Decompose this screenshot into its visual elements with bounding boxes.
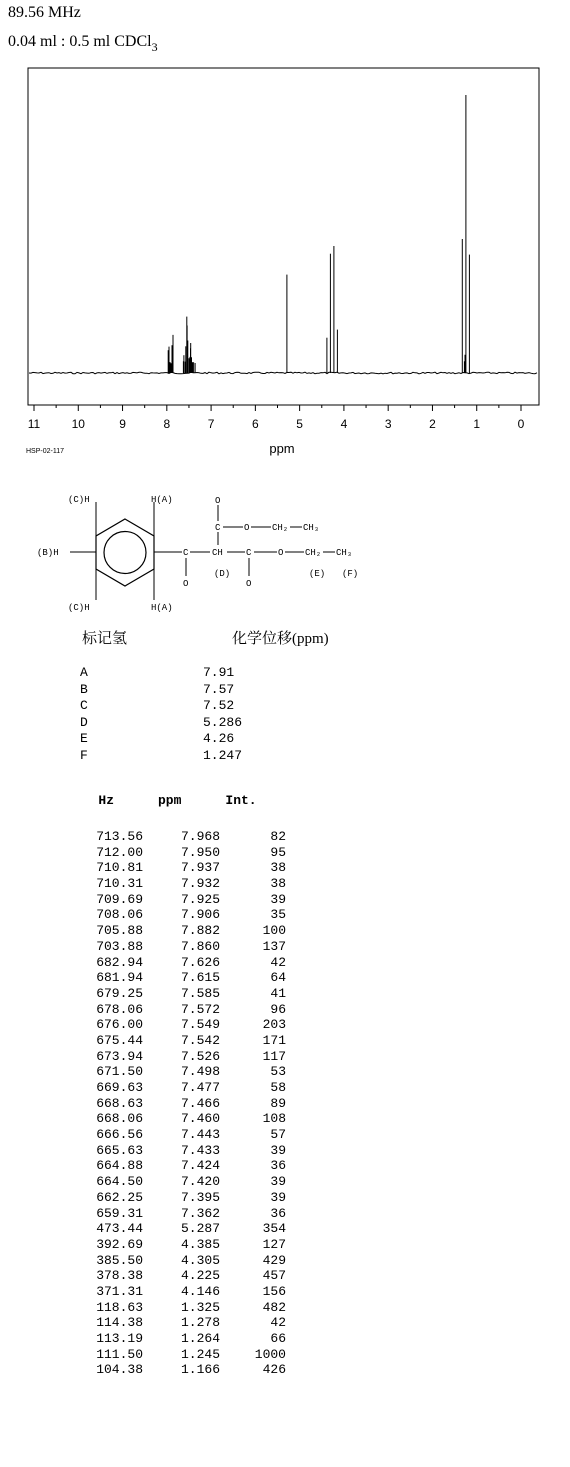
table-row — [80, 1284, 286, 1300]
cell-hz: 118.63 — [96, 1299, 143, 1315]
cell-ppm: 1.245 — [180, 1346, 220, 1362]
assignment-shift: 7.52 — [203, 698, 235, 714]
benzene-ring — [96, 519, 154, 586]
assignment-row — [80, 698, 242, 715]
cell-int: 53 — [270, 1064, 286, 1080]
cell-ppm: 7.882 — [180, 923, 220, 939]
cell-hz: 709.69 — [96, 891, 143, 907]
cell-ppm: 1.264 — [180, 1331, 220, 1346]
assignment-shift: 7.57 — [203, 681, 235, 697]
cell-int: 127 — [262, 1236, 286, 1252]
table-row — [80, 970, 286, 986]
table-row — [80, 845, 286, 861]
table-row — [80, 955, 286, 971]
table-row — [80, 986, 286, 1002]
table-row — [80, 1268, 286, 1284]
label-o-keto: O — [183, 579, 189, 589]
cell-hz: 673.94 — [96, 1048, 143, 1064]
peak-table — [80, 793, 286, 1378]
cell-hz: 371.31 — [96, 1283, 143, 1299]
cell-ppm: 7.615 — [180, 970, 220, 986]
cell-int: 39 — [270, 891, 286, 907]
x-tick-label: 2 — [429, 417, 436, 431]
cell-hz: 111.50 — [96, 1346, 143, 1362]
spectrum-code: HSP-02-117 — [26, 448, 65, 455]
assignment-shift: 7.91 — [203, 665, 235, 680]
x-tick-label: 4 — [340, 417, 348, 431]
assignment-row — [80, 665, 242, 682]
table-row — [80, 1190, 286, 1206]
cell-hz: 664.50 — [96, 1174, 143, 1190]
cell-ppm: 7.950 — [180, 844, 220, 860]
cell-ppm: 7.925 — [180, 891, 220, 907]
cell-int: 117 — [262, 1048, 286, 1064]
table-row — [80, 860, 286, 876]
cell-hz: 710.81 — [96, 860, 143, 876]
header-hz: Hz — [98, 793, 114, 808]
cell-int: 39 — [270, 1174, 286, 1190]
cell-ppm: 7.549 — [180, 1017, 220, 1033]
cell-ppm: 1.325 — [180, 1299, 220, 1315]
x-tick-label: 9 — [119, 417, 126, 431]
cell-ppm: 7.585 — [180, 985, 220, 1001]
x-tick-label: 0 — [517, 417, 525, 431]
label-c-ester2: C — [246, 548, 252, 558]
cell-int: 36 — [270, 1205, 286, 1221]
cell-ppm: 7.572 — [180, 1001, 220, 1017]
cell-int: 58 — [270, 1080, 286, 1095]
assignment-row — [80, 731, 242, 748]
x-axis-ticks — [28, 405, 525, 431]
table-row — [80, 1143, 286, 1159]
table-row — [80, 829, 286, 845]
label-ch3-1: CH₃ — [303, 523, 320, 533]
label-ch-top: (C)H — [68, 495, 90, 505]
assignment-shift: 1.247 — [203, 747, 243, 763]
label-o-ester1: O — [215, 496, 221, 506]
table-row — [80, 1362, 286, 1378]
cell-ppm: 7.477 — [180, 1080, 220, 1095]
sample-info — [8, 33, 158, 55]
label-ch: CH — [212, 548, 223, 558]
cell-int: 42 — [270, 954, 286, 970]
x-tick-label: 11 — [27, 417, 41, 431]
label-c-keto: C — [183, 548, 189, 558]
label-o-ester2: O — [246, 579, 252, 589]
cell-int: 1000 — [254, 1346, 286, 1362]
molecule-structure — [0, 480, 570, 620]
cell-hz: 713.56 — [96, 829, 143, 844]
x-tick-label: 6 — [252, 417, 259, 431]
cell-hz: 378.38 — [96, 1268, 143, 1284]
cell-hz: 712.00 — [96, 844, 143, 860]
spectrum-baseline — [29, 372, 537, 374]
cell-ppm: 7.443 — [180, 1127, 220, 1143]
table-row — [80, 876, 286, 892]
label-e: (E) — [309, 569, 326, 579]
label-f: (F) — [342, 569, 359, 579]
x-tick-label: 7 — [207, 417, 215, 431]
nmr-spectrum — [0, 60, 570, 460]
table-row — [80, 1064, 286, 1080]
cell-hz: 669.63 — [96, 1080, 143, 1095]
table-row — [80, 939, 286, 955]
table-row — [80, 1174, 286, 1190]
table-row — [80, 1237, 286, 1253]
cell-int: 354 — [262, 1221, 286, 1237]
table-row — [80, 1096, 286, 1112]
table-row — [80, 1331, 286, 1347]
sample-text: 0.04 ml : 0.5 ml CDCl — [8, 33, 152, 50]
cell-hz: 703.88 — [96, 938, 143, 954]
x-tick-label: 1 — [473, 417, 481, 431]
assignment-label: B — [80, 681, 88, 697]
cell-ppm: 4.305 — [180, 1252, 220, 1268]
cell-int: 156 — [262, 1283, 286, 1299]
table-row — [80, 1158, 286, 1174]
cell-int: 39 — [270, 1142, 286, 1158]
cell-int: 64 — [270, 970, 286, 986]
cell-int: 457 — [262, 1268, 286, 1284]
cell-hz: 113.19 — [96, 1331, 143, 1346]
cell-ppm: 7.460 — [180, 1111, 220, 1127]
cell-int: 41 — [270, 985, 286, 1001]
cell-hz: 678.06 — [96, 1001, 143, 1017]
cell-int: 426 — [262, 1362, 286, 1378]
aromatic-circle — [104, 532, 146, 574]
cell-hz: 385.50 — [96, 1252, 143, 1268]
cell-int: 35 — [270, 907, 286, 923]
table-row — [80, 1002, 286, 1018]
assignment-shift: 5.286 — [203, 714, 243, 730]
table-row — [80, 1127, 286, 1143]
cell-ppm: 7.433 — [180, 1142, 220, 1158]
cell-hz: 676.00 — [96, 1017, 143, 1033]
cell-ppm: 7.424 — [180, 1158, 220, 1174]
cell-ppm: 4.146 — [180, 1283, 220, 1299]
cell-hz: 682.94 — [96, 954, 143, 970]
cell-hz: 114.38 — [96, 1315, 143, 1331]
sample-subscript: 3 — [151, 40, 158, 54]
table-row — [80, 1111, 286, 1127]
table-row — [80, 1300, 286, 1316]
cell-ppm: 4.225 — [180, 1268, 220, 1284]
table-row — [80, 892, 286, 908]
cell-ppm: 7.420 — [180, 1174, 220, 1190]
cell-hz: 681.94 — [96, 970, 143, 986]
label-ha-top: H(A) — [151, 495, 173, 505]
cell-ppm: 7.937 — [180, 860, 220, 876]
cell-hz: 671.50 — [96, 1064, 143, 1080]
label-ch-bottom: (C)H — [68, 603, 90, 613]
assignment-table — [80, 665, 242, 765]
table-row — [80, 1315, 286, 1331]
cell-hz: 659.31 — [96, 1205, 143, 1221]
cell-ppm: 1.278 — [180, 1315, 220, 1331]
label-c-ester1: C — [215, 523, 221, 533]
cell-hz: 662.25 — [96, 1189, 143, 1205]
label-o-ester1b: O — [244, 523, 250, 533]
cell-ppm: 7.968 — [180, 829, 220, 844]
cell-int: 95 — [270, 844, 286, 860]
table-row — [80, 923, 286, 939]
x-tick-label: 10 — [71, 417, 85, 431]
cell-ppm: 7.932 — [180, 876, 220, 892]
label-ha-bottom: H(A) — [151, 603, 173, 613]
assignment-label: F — [80, 747, 88, 763]
label-ch2-1: CH₂ — [272, 523, 289, 533]
cell-ppm: 7.906 — [180, 907, 220, 923]
cell-int: 89 — [270, 1095, 286, 1111]
peak-table-header — [80, 793, 286, 829]
cell-hz: 392.69 — [96, 1236, 143, 1252]
x-tick-label: 3 — [384, 417, 392, 431]
label-o-ester2b: O — [278, 548, 284, 558]
cell-ppm: 7.466 — [180, 1095, 220, 1111]
cell-hz: 710.31 — [96, 876, 143, 892]
cell-ppm: 7.626 — [180, 954, 220, 970]
cell-hz: 679.25 — [96, 985, 143, 1001]
assignment-label: E — [80, 731, 88, 747]
cell-ppm: 7.395 — [180, 1189, 220, 1205]
cell-ppm: 7.860 — [180, 938, 220, 954]
cell-int: 66 — [270, 1331, 286, 1346]
cell-ppm: 7.542 — [180, 1032, 220, 1048]
label-bh: (B)H — [37, 548, 59, 558]
cell-hz: 664.88 — [96, 1158, 143, 1174]
table-row — [80, 1017, 286, 1033]
x-tick-label: 5 — [296, 417, 303, 431]
x-axis-label: ppm — [269, 441, 295, 456]
table-row — [80, 1049, 286, 1065]
cell-int: 108 — [262, 1111, 286, 1127]
table-row — [80, 1221, 286, 1237]
cell-int: 203 — [262, 1017, 286, 1033]
assignment-label: D — [80, 714, 88, 730]
cell-int: 100 — [262, 923, 286, 939]
assignment-row — [80, 748, 242, 765]
assignment-row — [80, 682, 242, 699]
label-d: (D) — [214, 569, 231, 579]
cell-hz: 668.06 — [96, 1111, 143, 1127]
table-row — [80, 907, 286, 923]
assignment-shift: 4.26 — [203, 731, 235, 747]
header-int: Int. — [225, 793, 257, 808]
cell-ppm: 7.362 — [180, 1205, 220, 1221]
cell-ppm: 1.166 — [180, 1362, 220, 1378]
cell-hz: 666.56 — [96, 1127, 143, 1143]
cell-int: 96 — [270, 1001, 286, 1017]
cell-hz: 665.63 — [96, 1142, 143, 1158]
spectrometer-frequency: 89.56 MHz — [8, 4, 81, 21]
assignment-label: A — [80, 665, 88, 680]
cell-int: 38 — [270, 860, 286, 876]
x-tick-label: 8 — [163, 417, 171, 431]
assignment-label: C — [80, 698, 88, 714]
cell-int: 57 — [270, 1127, 286, 1143]
table-row — [80, 1347, 286, 1363]
cell-int: 36 — [270, 1158, 286, 1174]
cell-hz: 675.44 — [96, 1032, 143, 1048]
label-ch3-2: CH₃ — [336, 548, 353, 558]
table-row — [80, 1080, 286, 1096]
cell-hz: 473.44 — [96, 1221, 143, 1237]
peak-lines — [168, 95, 469, 373]
cell-int: 429 — [262, 1252, 286, 1268]
assignment-row — [80, 715, 242, 732]
cell-int: 38 — [270, 876, 286, 892]
cell-int: 482 — [262, 1299, 286, 1315]
table-row — [80, 1253, 286, 1269]
assignment-col-shift: 化学位移(ppm) — [232, 631, 329, 647]
cell-int: 137 — [262, 938, 286, 954]
cell-int: 39 — [270, 1189, 286, 1205]
cell-hz: 104.38 — [96, 1362, 143, 1378]
table-row — [80, 1033, 286, 1049]
cell-ppm: 7.526 — [180, 1048, 220, 1064]
cell-hz: 705.88 — [96, 923, 143, 939]
label-ch2-2: CH₂ — [305, 548, 322, 558]
assignment-col-hydrogen: 标记氢 — [82, 631, 128, 647]
cell-ppm: 7.498 — [180, 1064, 220, 1080]
cell-hz: 708.06 — [96, 907, 143, 923]
cell-int: 82 — [270, 829, 286, 844]
cell-hz: 668.63 — [96, 1095, 143, 1111]
cell-int: 171 — [262, 1032, 286, 1048]
table-row — [80, 1206, 286, 1222]
header-ppm: ppm — [158, 793, 182, 808]
cell-ppm: 4.385 — [180, 1236, 220, 1252]
cell-int: 42 — [270, 1315, 286, 1331]
cell-ppm: 5.287 — [180, 1221, 220, 1237]
